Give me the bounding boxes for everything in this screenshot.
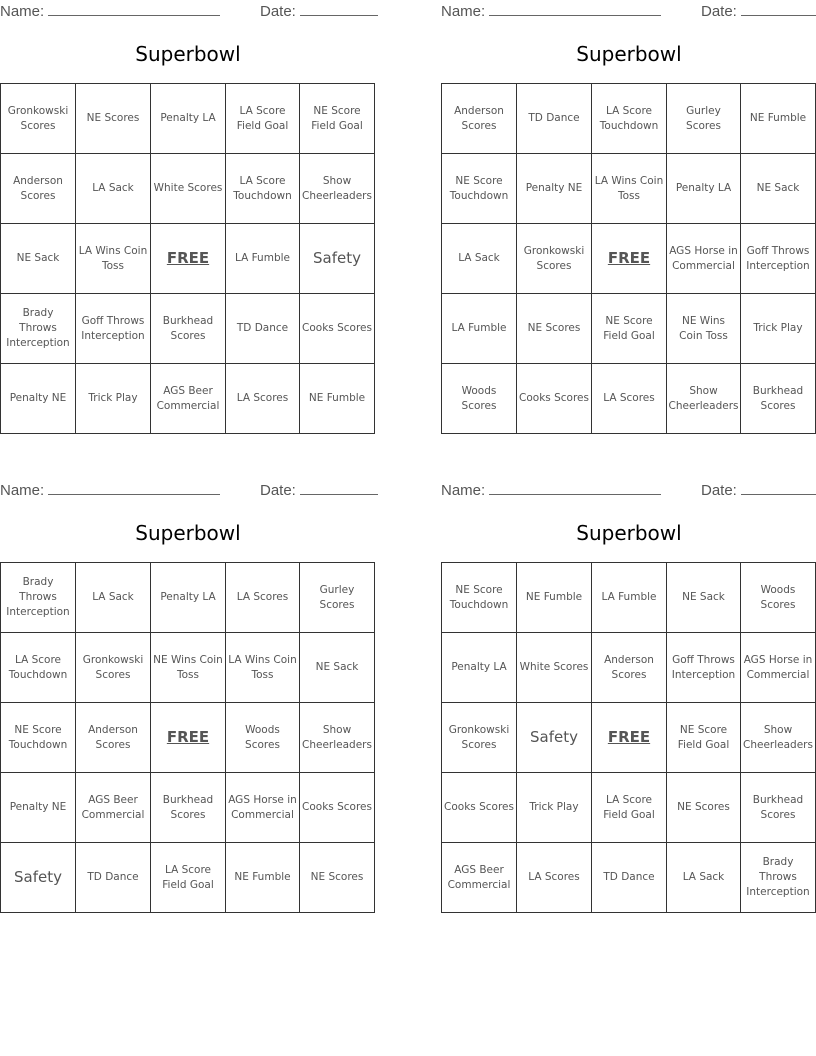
date-field[interactable]	[701, 480, 816, 499]
bingo-cell[interactable]: Woods Scores	[226, 703, 300, 773]
bingo-cell[interactable]: Safety	[300, 224, 375, 294]
bingo-cell[interactable]: LA Scores	[226, 563, 300, 633]
bingo-cell[interactable]: NE Wins Coin Toss	[151, 633, 226, 703]
bingo-cell[interactable]: NE Sack	[667, 563, 741, 633]
bingo-cell[interactable]: LA Sack	[667, 843, 741, 913]
bingo-cell[interactable]: NE Sack	[300, 633, 375, 703]
bingo-cell[interactable]: NE Score Touchdown	[1, 703, 76, 773]
bingo-cell[interactable]: Trick Play	[517, 773, 592, 843]
bingo-cell[interactable]: Gronkowski Scores	[517, 224, 592, 294]
name-field[interactable]	[0, 480, 220, 499]
bingo-cell[interactable]: Penalty NE	[1, 364, 76, 434]
bingo-cell[interactable]: Cooks Scores	[517, 364, 592, 434]
bingo-card-3	[0, 479, 376, 919]
bingo-cell[interactable]: Show Cheerleaders	[667, 364, 741, 434]
bingo-cell[interactable]: NE Scores	[300, 843, 375, 913]
bingo-cell[interactable]: Penalty LA	[151, 563, 226, 633]
bingo-cell[interactable]: Penalty NE	[517, 154, 592, 224]
bingo-cell[interactable]: Cooks Scores	[300, 294, 375, 364]
bingo-cell[interactable]: Anderson Scores	[592, 633, 667, 703]
bingo-cell[interactable]: LA Sack	[76, 154, 151, 224]
bingo-cell[interactable]: Safety	[1, 843, 76, 913]
bingo-cell[interactable]: Burkhead Scores	[741, 364, 816, 434]
name-label: Name:	[0, 3, 45, 20]
bingo-cell[interactable]: LA Sack	[442, 224, 517, 294]
bingo-cell[interactable]: Penalty LA	[667, 154, 741, 224]
name-label: Name:	[441, 3, 486, 20]
name-label: Name:	[441, 482, 486, 499]
name-blank-line[interactable]	[489, 480, 661, 495]
bingo-cell[interactable]: Anderson Scores	[442, 84, 517, 154]
bingo-cell[interactable]: Show Cheerleaders	[741, 703, 816, 773]
date-blank-line[interactable]	[741, 1, 816, 16]
free-space-cell[interactable]: FREE	[592, 224, 667, 294]
bingo-cell[interactable]: LA Score Touchdown	[226, 154, 300, 224]
bingo-card-2	[441, 0, 816, 440]
bingo-cell[interactable]: Cooks Scores	[300, 773, 375, 843]
bingo-cell[interactable]: Anderson Scores	[1, 154, 76, 224]
name-blank-line[interactable]	[48, 480, 220, 495]
bingo-cell[interactable]: LA Scores	[592, 364, 667, 434]
bingo-cell[interactable]: Gurley Scores	[300, 563, 375, 633]
bingo-cell[interactable]: Burkhead Scores	[151, 773, 226, 843]
name-blank-line[interactable]	[48, 1, 220, 16]
bingo-cell[interactable]: NE Sack	[1, 224, 76, 294]
bingo-cell[interactable]: Show Cheerleaders	[300, 703, 375, 773]
bingo-cell[interactable]: Burkhead Scores	[741, 773, 816, 843]
date-blank-line[interactable]	[300, 480, 378, 495]
date-field[interactable]	[260, 1, 378, 20]
date-field[interactable]	[701, 1, 816, 20]
name-blank-line[interactable]	[489, 1, 661, 16]
bingo-cell[interactable]: Safety	[517, 703, 592, 773]
bingo-cell[interactable]: Anderson Scores	[76, 703, 151, 773]
bingo-cell[interactable]: NE Fumble	[300, 364, 375, 434]
bingo-cell[interactable]: AGS Beer Commercial	[151, 364, 226, 434]
bingo-cell[interactable]: Gronkowski Scores	[442, 703, 517, 773]
name-field[interactable]	[441, 480, 661, 499]
bingo-cell[interactable]: LA Score Field Goal	[151, 843, 226, 913]
bingo-cell[interactable]: NE Score Field Goal	[300, 84, 375, 154]
bingo-cell[interactable]: Woods Scores	[442, 364, 517, 434]
bingo-cell[interactable]: TD Dance	[517, 84, 592, 154]
bingo-card-1	[0, 0, 376, 440]
bingo-cell[interactable]: White Scores	[517, 633, 592, 703]
bingo-cell[interactable]: LA Scores	[226, 364, 300, 434]
bingo-cell[interactable]: LA Fumble	[226, 224, 300, 294]
bingo-cell[interactable]: NE Score Field Goal	[592, 294, 667, 364]
bingo-cell[interactable]: Gronkowski Scores	[1, 84, 76, 154]
bingo-cell[interactable]: AGS Horse in Commercial	[226, 773, 300, 843]
name-label: Name:	[0, 482, 45, 499]
date-blank-line[interactable]	[300, 1, 378, 16]
bingo-cell[interactable]: LA Score Touchdown	[592, 84, 667, 154]
bingo-cell[interactable]: LA Score Field Goal	[226, 84, 300, 154]
bingo-grid	[0, 562, 375, 913]
bingo-cell[interactable]: Goff Throws Interception	[741, 224, 816, 294]
bingo-cell[interactable]: LA Wins Coin Toss	[592, 154, 667, 224]
bingo-cell[interactable]: AGS Horse in Commercial	[667, 224, 741, 294]
bingo-cell[interactable]: NE Fumble	[226, 843, 300, 913]
bingo-cell[interactable]: LA Wins Coin Toss	[226, 633, 300, 703]
bingo-cell[interactable]: LA Fumble	[592, 563, 667, 633]
bingo-cell[interactable]: LA Fumble	[442, 294, 517, 364]
bingo-cell[interactable]: Goff Throws Interception	[76, 294, 151, 364]
bingo-cell[interactable]: LA Score Field Goal	[592, 773, 667, 843]
bingo-cell[interactable]: TD Dance	[226, 294, 300, 364]
bingo-cell[interactable]: Trick Play	[76, 364, 151, 434]
bingo-cell[interactable]: Brady Throws Interception	[1, 294, 76, 364]
bingo-cell[interactable]: Penalty LA	[442, 633, 517, 703]
bingo-cell[interactable]: White Scores	[151, 154, 226, 224]
bingo-cell[interactable]: LA Sack	[76, 563, 151, 633]
bingo-cell[interactable]: AGS Beer Commercial	[76, 773, 151, 843]
bingo-cell[interactable]: Cooks Scores	[442, 773, 517, 843]
date-field[interactable]	[260, 480, 378, 499]
free-space-cell[interactable]: FREE	[592, 703, 667, 773]
bingo-cell[interactable]: Penalty LA	[151, 84, 226, 154]
bingo-card-4	[441, 479, 816, 919]
date-label: Date:	[260, 482, 296, 499]
bingo-cell[interactable]: AGS Beer Commercial	[442, 843, 517, 913]
bingo-cell[interactable]: Show Cheerleaders	[300, 154, 375, 224]
bingo-cell[interactable]: Brady Throws Interception	[1, 563, 76, 633]
bingo-cell[interactable]: AGS Horse in Commercial	[741, 633, 816, 703]
date-label: Date:	[260, 3, 296, 20]
bingo-cell[interactable]: LA Scores	[517, 843, 592, 913]
free-space-cell[interactable]: FREE	[151, 703, 226, 773]
bingo-cell[interactable]: Goff Throws Interception	[667, 633, 741, 703]
bingo-cell[interactable]: NE Sack	[741, 154, 816, 224]
bingo-cell[interactable]: NE Score Touchdown	[442, 154, 517, 224]
name-field[interactable]	[441, 1, 661, 20]
date-label: Date:	[701, 3, 737, 20]
bingo-cell[interactable]: TD Dance	[76, 843, 151, 913]
bingo-cell[interactable]: NE Scores	[517, 294, 592, 364]
card-title: Superbowl	[576, 521, 682, 545]
bingo-cell[interactable]: LA Wins Coin Toss	[76, 224, 151, 294]
bingo-grid	[0, 83, 375, 434]
card-title: Superbowl	[576, 42, 682, 66]
bingo-cell[interactable]: Brady Throws Interception	[741, 843, 816, 913]
bingo-grid	[441, 562, 816, 913]
bingo-cell[interactable]: NE Fumble	[517, 563, 592, 633]
card-title: Superbowl	[135, 521, 241, 545]
card-title: Superbowl	[135, 42, 241, 66]
date-blank-line[interactable]	[741, 480, 816, 495]
bingo-cell[interactable]: NE Score Field Goal	[667, 703, 741, 773]
bingo-cell[interactable]: TD Dance	[592, 843, 667, 913]
bingo-cell[interactable]: LA Score Touchdown	[1, 633, 76, 703]
bingo-cell[interactable]: NE Wins Coin Toss	[667, 294, 741, 364]
bingo-cell[interactable]: Penalty NE	[1, 773, 76, 843]
bingo-cell[interactable]: Woods Scores	[741, 563, 816, 633]
bingo-cell[interactable]: NE Scores	[76, 84, 151, 154]
bingo-cell[interactable]: Gurley Scores	[667, 84, 741, 154]
bingo-grid	[441, 83, 816, 434]
bingo-cell[interactable]: NE Scores	[667, 773, 741, 843]
bingo-cell[interactable]: NE Fumble	[741, 84, 816, 154]
date-label: Date:	[701, 482, 737, 499]
bingo-cell[interactable]: Gronkowski Scores	[76, 633, 151, 703]
bingo-cell[interactable]: NE Score Touchdown	[442, 563, 517, 633]
bingo-cell[interactable]: Burkhead Scores	[151, 294, 226, 364]
free-space-cell[interactable]: FREE	[151, 224, 226, 294]
bingo-cell[interactable]: Trick Play	[741, 294, 816, 364]
name-field[interactable]	[0, 1, 220, 20]
